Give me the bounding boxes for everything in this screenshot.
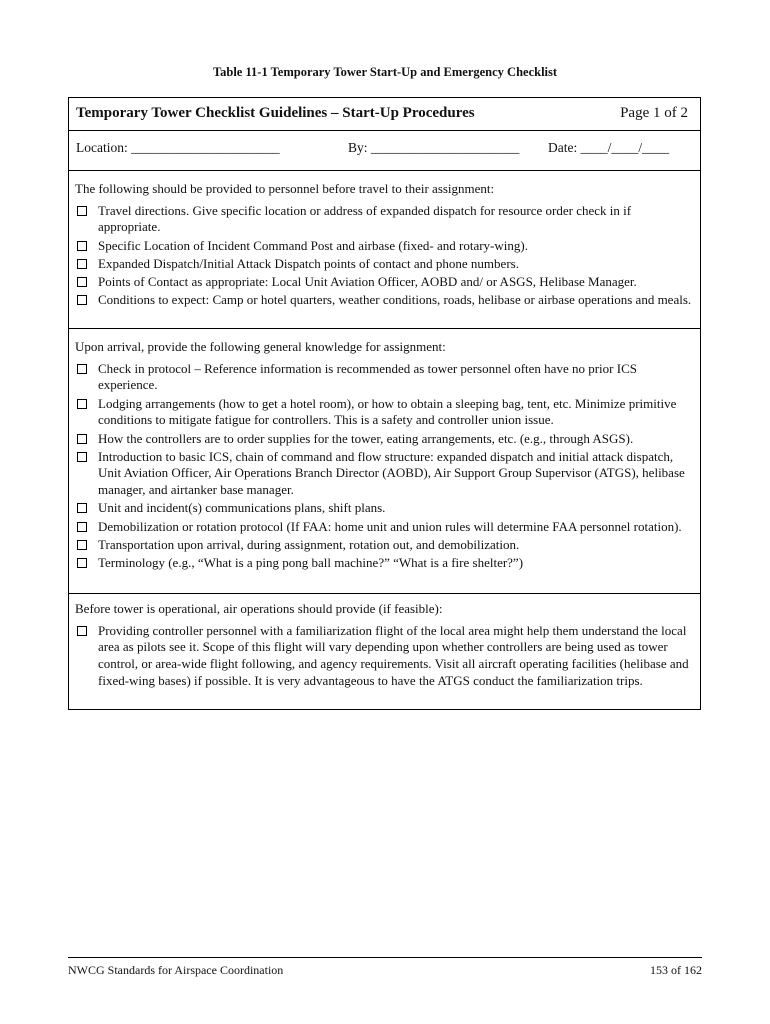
section-before-travel <box>69 171 700 329</box>
checklist-header-row <box>69 98 700 131</box>
checkbox-icon <box>77 540 87 550</box>
section-before-operational <box>69 594 700 709</box>
checkbox-icon <box>77 452 87 462</box>
checklist-item <box>75 396 694 429</box>
checkbox-icon <box>77 295 87 305</box>
checklist-item <box>75 555 694 572</box>
checkbox-icon <box>77 558 87 568</box>
checklist-item <box>75 238 694 255</box>
footer-divider <box>68 957 702 958</box>
checklist-item <box>75 203 694 236</box>
section-intro: Before tower is operational, air operations should provide (if feasible): <box>75 601 443 616</box>
checklist-item <box>75 274 694 291</box>
checklist-item <box>75 537 694 554</box>
checklist-item <box>75 500 694 517</box>
checkbox-icon <box>77 503 87 513</box>
checklist-item-text: Lodging arrangements (how to get a hotel room), or how to obtain a sleeping bag, tent, etc. Minimize primitive conditions to mitigate fatigue for controllers. This is a safety and controller union issue. <box>98 395 677 428</box>
checkbox-icon <box>77 259 87 269</box>
checkbox-icon <box>77 434 87 444</box>
checkbox-icon <box>77 522 87 532</box>
page-indicator: Page 1 of 2 <box>620 105 688 121</box>
checklist <box>75 203 694 309</box>
footer-page-number: 153 of 162 <box>650 963 702 977</box>
table-caption: Table 11-1 Temporary Tower Start-Up and Emergency Checklist <box>212 65 558 79</box>
checklist-table <box>68 97 701 710</box>
checkbox-icon <box>77 206 87 216</box>
checkbox-icon <box>77 364 87 374</box>
section-intro: Upon arrival, provide the following general knowledge for assignment: <box>75 339 446 354</box>
checkbox-icon <box>77 626 87 636</box>
checkbox-icon <box>77 241 87 251</box>
checklist-item <box>75 292 694 309</box>
checklist-item-text: Conditions to expect: Camp or hotel quarters, weather conditions, roads, helibase or airbase operations and meals. <box>98 292 692 308</box>
section-upon-arrival <box>69 329 700 594</box>
checklist-item-text: Specific Location of Incident Command Post and airbase (fixed- and rotary-wing). <box>98 237 528 253</box>
checklist-item <box>75 256 694 273</box>
checklist-item-text: Transportation upon arrival, during assignment, rotation out, and demobilization. <box>98 536 520 552</box>
checklist-item-text: Unit and incident(s) communications plans, shift plans. <box>98 500 386 516</box>
checklist <box>75 623 694 690</box>
footer-document-title: NWCG Standards for Airspace Coordination <box>68 963 284 977</box>
checklist-item-text: Introduction to basic ICS, chain of command and flow structure: expanded dispatch and initial attack dispatch, Unit Aviation Officer, Air Operations Branch Director (AOBD), Air Support Group Supervisor (ATGS), helibase manager, and airtanker base manager. <box>98 448 685 498</box>
checklist <box>75 361 694 572</box>
checkbox-icon <box>77 277 87 287</box>
checklist-item <box>75 449 694 499</box>
by-field: By: ______________________ <box>348 140 520 155</box>
checklist-item-text: Travel directions. Give specific location or address of expanded dispatch for resource order check in if appropriate. <box>98 202 632 235</box>
section-intro: The following should be provided to personnel before travel to their assignment: <box>75 181 495 196</box>
checklist-item <box>75 361 694 394</box>
checklist-item-text: Demobilization or rotation protocol (If FAA: home unit and union rules will determine FAA personnel rotation). <box>98 518 682 534</box>
checklist-item-text: Points of Contact as appropriate: Local Unit Aviation Officer, AOBD and/ or ASGS, Helibase Manager. <box>98 274 637 290</box>
checklist-item-text: How the controllers are to order supplies for the tower, eating arrangements, etc. (e.g., through ASGS). <box>98 430 634 446</box>
checklist-item-text: Terminology (e.g., “What is a ping pong ball machine?” “What is a fire shelter?”) <box>98 554 524 570</box>
checklist-item-text: Check in protocol – Reference information is recommended as tower personnel often have no prior ICS experience. <box>98 360 637 393</box>
checkbox-icon <box>77 399 87 409</box>
checklist-item <box>75 519 694 536</box>
checklist-item-text: Expanded Dispatch/Initial Attack Dispatch points of contact and phone numbers. <box>98 255 519 271</box>
checklist-item <box>75 431 694 448</box>
checklist-meta-row <box>69 131 700 171</box>
checklist-title: Temporary Tower Checklist Guidelines – Start-Up Procedures <box>76 105 475 121</box>
checklist-item <box>75 623 694 690</box>
checklist-item-text: Providing controller personnel with a familiarization flight of the local area might help them understand the local area as pilots see it. Scope of this flight will vary depending upon whether controllers are being used as tower control, or area-wide flight following, and agency requirements. Visit all aircraft operating facilities (helibase and fixed-wing bases) if possible. It is very advantageous to have the ATGS conduct the familiarization trips. <box>98 622 689 688</box>
date-field: Date: ____/____/____ <box>548 140 670 155</box>
location-field: Location: ______________________ <box>76 140 280 155</box>
